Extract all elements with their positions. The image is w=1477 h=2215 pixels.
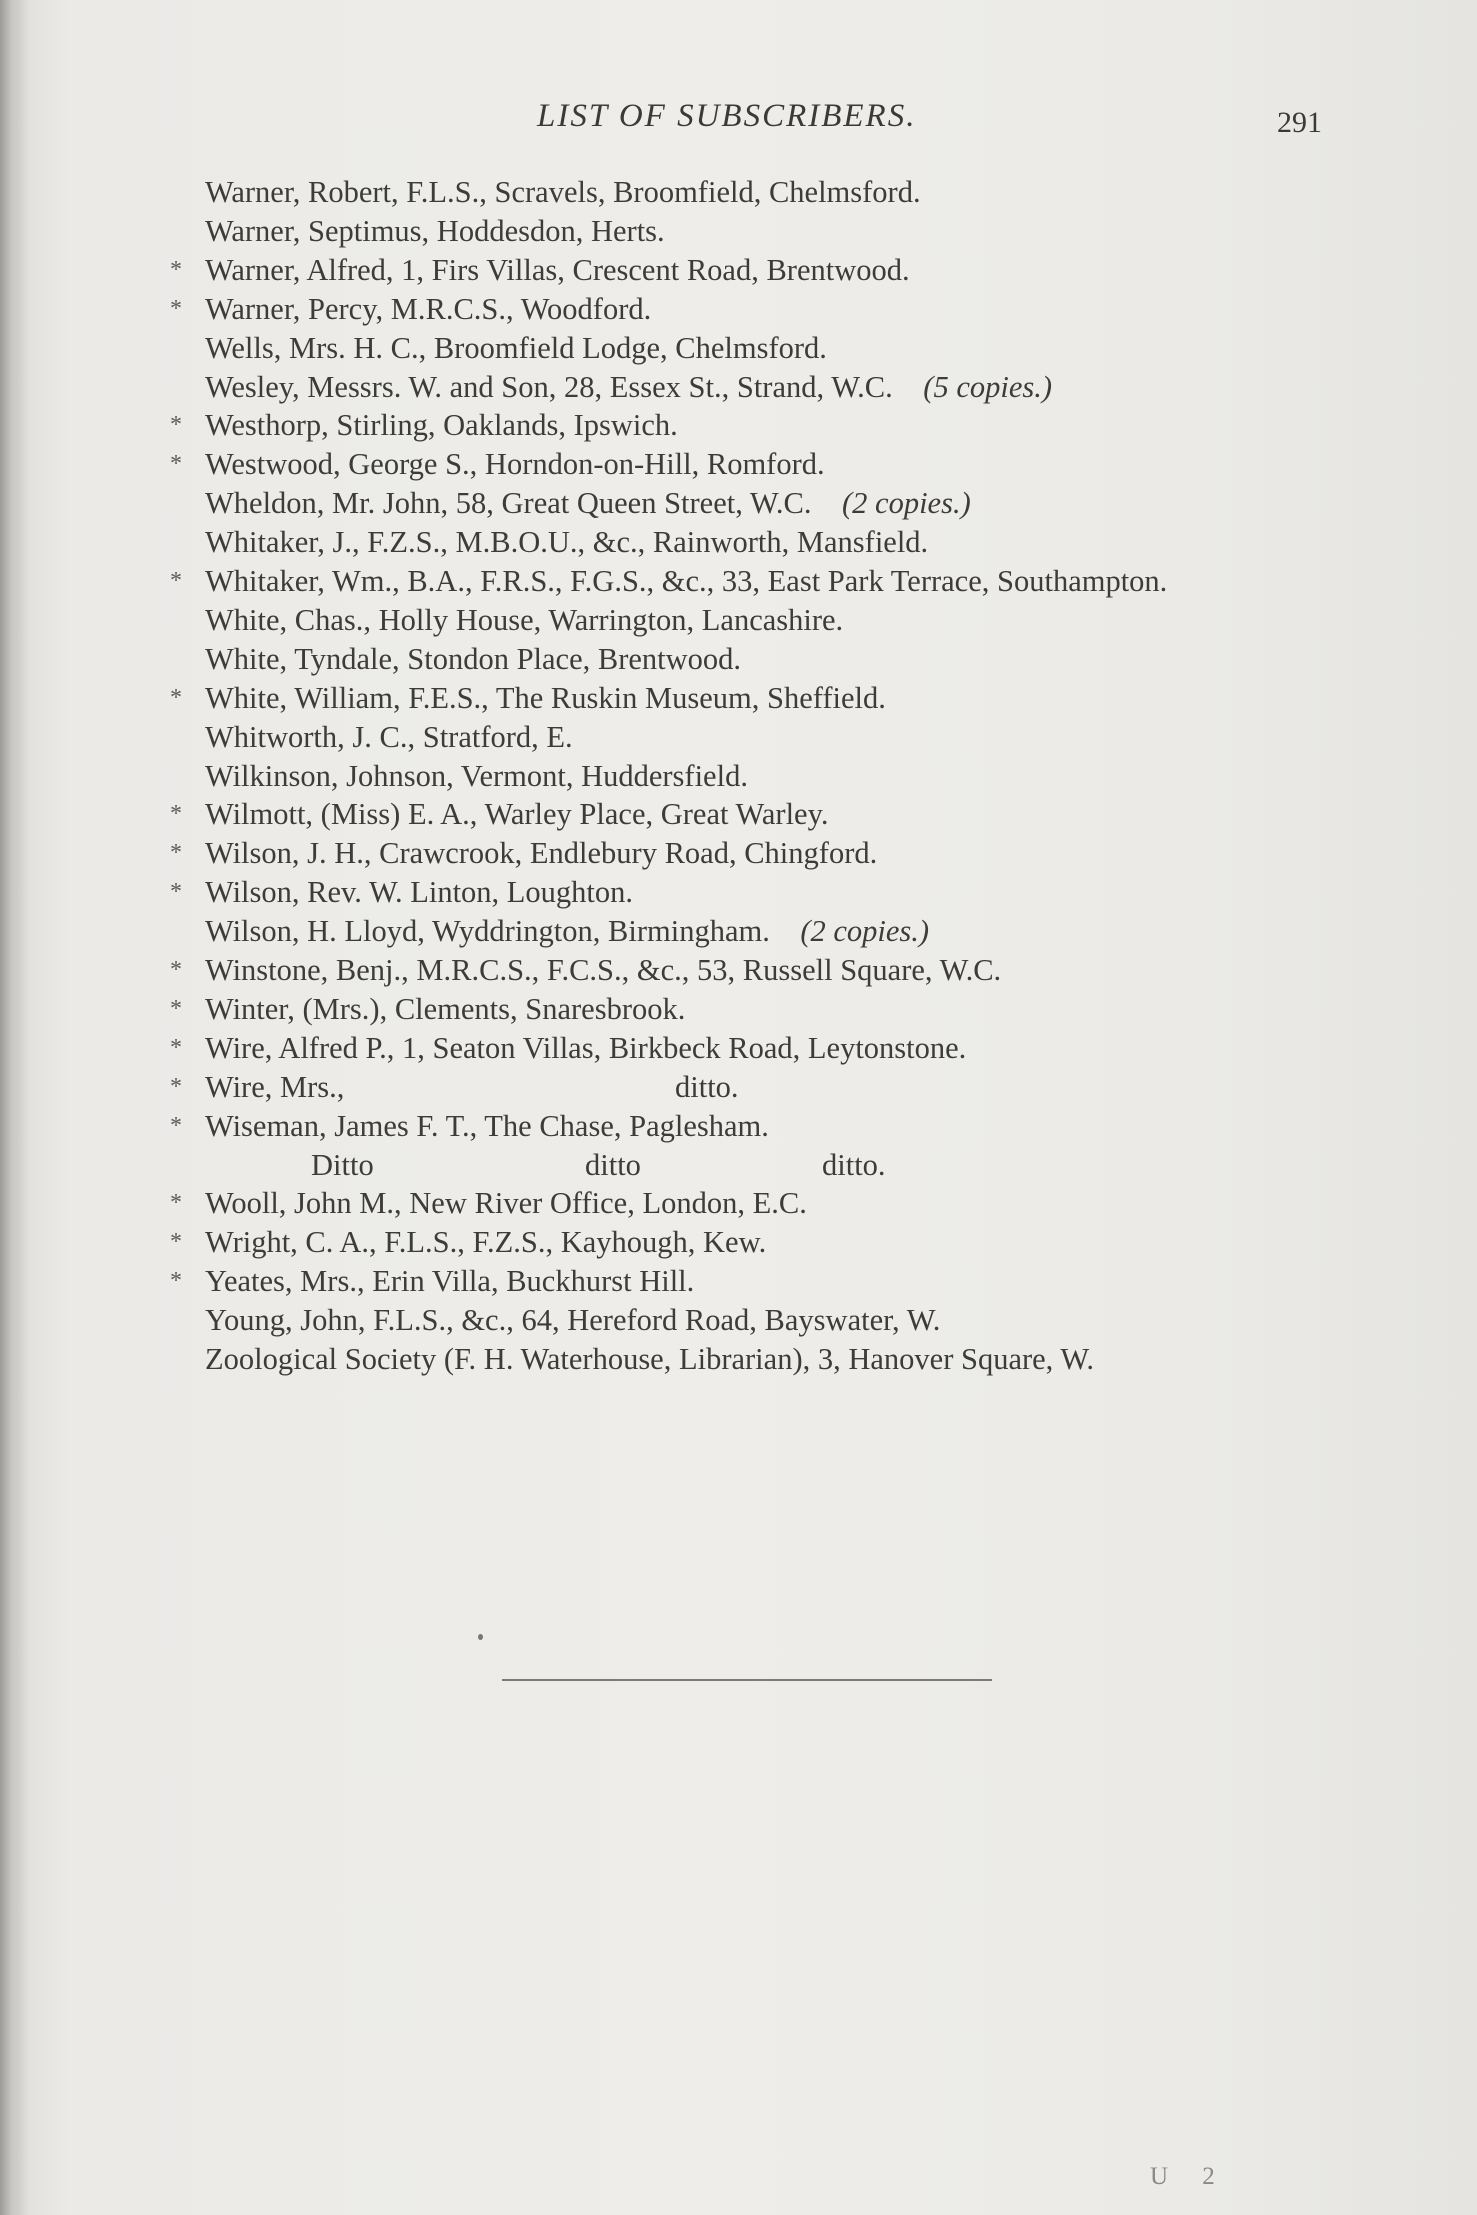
- copies-note: (2 copies.): [800, 914, 930, 948]
- subscriber-text: Wright, C. A., F.L.S., F.Z.S., Kayhough, Kew.: [205, 1225, 767, 1259]
- subscriber-entry: [170, 1106, 769, 1146]
- subscriber-entry: [205, 600, 843, 640]
- subscriber-entry: [170, 872, 634, 912]
- subscriber-text: White, William, F.E.S., The Ruskin Museum, Sheffield.: [205, 681, 886, 715]
- subscriber-entry: [170, 1183, 807, 1223]
- subscriber-text: Wells, Mrs. H. C., Broomfield Lodge, Chelmsford.: [205, 331, 827, 365]
- subscriber-entry: [205, 639, 741, 679]
- subscriber-entry: [205, 367, 1052, 407]
- asterisk-marker: *: [170, 1268, 182, 1294]
- asterisk-marker: *: [170, 412, 182, 438]
- subscriber-entry: [205, 483, 971, 523]
- asterisk-marker: *: [170, 1190, 182, 1216]
- subscriber-entry: [205, 1339, 1094, 1379]
- subscriber-text: Wilson, H. Lloyd, Wyddrington, Birmingham.: [205, 914, 770, 948]
- signature-mark: U 2: [1150, 2163, 1229, 2190]
- subscriber-entry: [170, 444, 825, 484]
- subscriber-text: White, Tyndale, Stondon Place, Brentwood.: [205, 642, 742, 676]
- running-head: LIST OF SUBSCRIBERS.: [537, 98, 917, 134]
- subscriber-entry: [205, 717, 573, 757]
- subscriber-text: Westhorp, Stirling, Oaklands, Ipswich.: [205, 408, 678, 442]
- subscriber-text: Yeates, Mrs., Erin Villa, Buckhurst Hill.: [205, 1264, 695, 1298]
- asterisk-marker: *: [170, 879, 182, 905]
- asterisk-marker: *: [170, 1035, 182, 1061]
- asterisk-marker: *: [170, 685, 182, 711]
- subscriber-entry: [205, 756, 748, 796]
- subscriber-text: Wilmott, (Miss) E. A., Warley Place, Great Warley.: [205, 797, 829, 831]
- asterisk-marker: *: [170, 257, 182, 283]
- subscriber-entry: [170, 833, 878, 873]
- asterisk-marker: *: [170, 801, 182, 827]
- subscriber-text: White, Chas., Holly House, Warrington, Lancashire.: [205, 603, 844, 637]
- subscriber-text: Warner, Alfred, 1, Firs Villas, Crescent Road, Brentwood.: [205, 253, 910, 287]
- asterisk-marker: *: [170, 1113, 182, 1139]
- subscriber-text: Young, John, F.L.S., &c., 64, Hereford Road, Bayswater, W.: [205, 1303, 941, 1337]
- asterisk-marker: *: [170, 1229, 182, 1255]
- asterisk-marker: *: [170, 996, 182, 1022]
- copies-note: (5 copies.): [923, 370, 1053, 404]
- subscriber-entry: [170, 950, 1002, 990]
- subscriber-text: Wheldon, Mr. John, 58, Great Queen Street, W.C.: [205, 486, 812, 520]
- subscriber-entry: [170, 1261, 695, 1301]
- page-number: 291: [1277, 106, 1322, 139]
- subscriber-text: Wiseman, James F. T., The Chase, Paglesham.: [205, 1109, 769, 1143]
- subscriber-text: Whitaker, Wm., B.A., F.R.S., F.G.S., &c., 33, East Park Terrace, Southampton.: [205, 564, 1168, 598]
- subscriber-entry: [170, 1067, 739, 1107]
- subscriber-entry: [205, 1300, 940, 1340]
- subscriber-text: Wooll, John M., New River Office, London, E.C.: [205, 1186, 807, 1220]
- copies-note: (2 copies.): [842, 486, 971, 520]
- ink-speck: [478, 1634, 483, 1640]
- subscriber-entry: [170, 794, 829, 834]
- subscriber-text: Warner, Septimus, Hoddesdon, Herts.: [205, 214, 665, 248]
- subscriber-entry: [170, 678, 886, 718]
- subscriber-entry: [170, 1028, 967, 1068]
- ditto-word: ditto.: [822, 1148, 886, 1182]
- subscriber-entry: [170, 405, 678, 445]
- subscriber-entry: [170, 561, 1168, 601]
- end-rule: [502, 1679, 992, 1681]
- subscriber-entry: [205, 911, 929, 951]
- subscriber-text: Wire, Mrs.,: [205, 1070, 345, 1104]
- asterisk-marker: *: [170, 296, 182, 322]
- subscriber-text: Wilson, J. H., Crawcrook, Endlebury Road, Chingford.: [205, 836, 878, 870]
- subscriber-entry: [170, 289, 652, 329]
- subscriber-text: Warner, Percy, M.R.C.S., Woodford.: [205, 292, 652, 326]
- subscriber-entry: [205, 211, 665, 251]
- subscriber-text: Wire, Alfred P., 1, Seaton Villas, Birkbeck Road, Leytonstone.: [205, 1031, 967, 1065]
- subscriber-text: Whitaker, J., F.Z.S., M.B.O.U., &c., Rainworth, Mansfield.: [205, 525, 929, 559]
- subscriber-entry: [205, 328, 827, 368]
- asterisk-marker: *: [170, 1074, 182, 1100]
- subscriber-entry: [205, 172, 921, 212]
- asterisk-marker: *: [170, 957, 182, 983]
- subscriber-text: Warner, Robert, F.L.S., Scravels, Broomfield, Chelmsford.: [205, 175, 921, 209]
- subscriber-text: Wilson, Rev. W. Linton, Loughton.: [205, 875, 634, 909]
- ditto-word: ditto: [585, 1148, 641, 1182]
- subscriber-text: Westwood, George S., Horndon-on-Hill, Romford.: [205, 447, 825, 481]
- subscriber-text: Winter, (Mrs.), Clements, Snaresbrook.: [205, 992, 686, 1026]
- asterisk-marker: *: [170, 568, 182, 594]
- asterisk-marker: *: [170, 451, 182, 477]
- asterisk-marker: *: [170, 840, 182, 866]
- subscriber-text: Zoological Society (F. H. Waterhouse, Librarian), 3, Hanover Square, W.: [205, 1342, 1094, 1376]
- subscriber-text: Whitworth, J. C., Stratford, E.: [205, 720, 573, 754]
- ditto-word: Ditto: [311, 1148, 374, 1182]
- subscriber-entry: [170, 1222, 767, 1262]
- ditto-word: ditto.: [675, 1070, 739, 1104]
- subscriber-text: Wilkinson, Johnson, Vermont, Huddersfield.: [205, 759, 748, 793]
- subscriber-entry: [205, 522, 928, 562]
- subscriber-text: Wesley, Messrs. W. and Son, 28, Essex St., Strand, W.C.: [205, 370, 893, 404]
- subscriber-entry: [170, 250, 910, 290]
- subscriber-text: Winstone, Benj., M.R.C.S., F.C.S., &c., 53, Russell Square, W.C.: [205, 953, 1002, 987]
- subscriber-entry: [170, 989, 686, 1029]
